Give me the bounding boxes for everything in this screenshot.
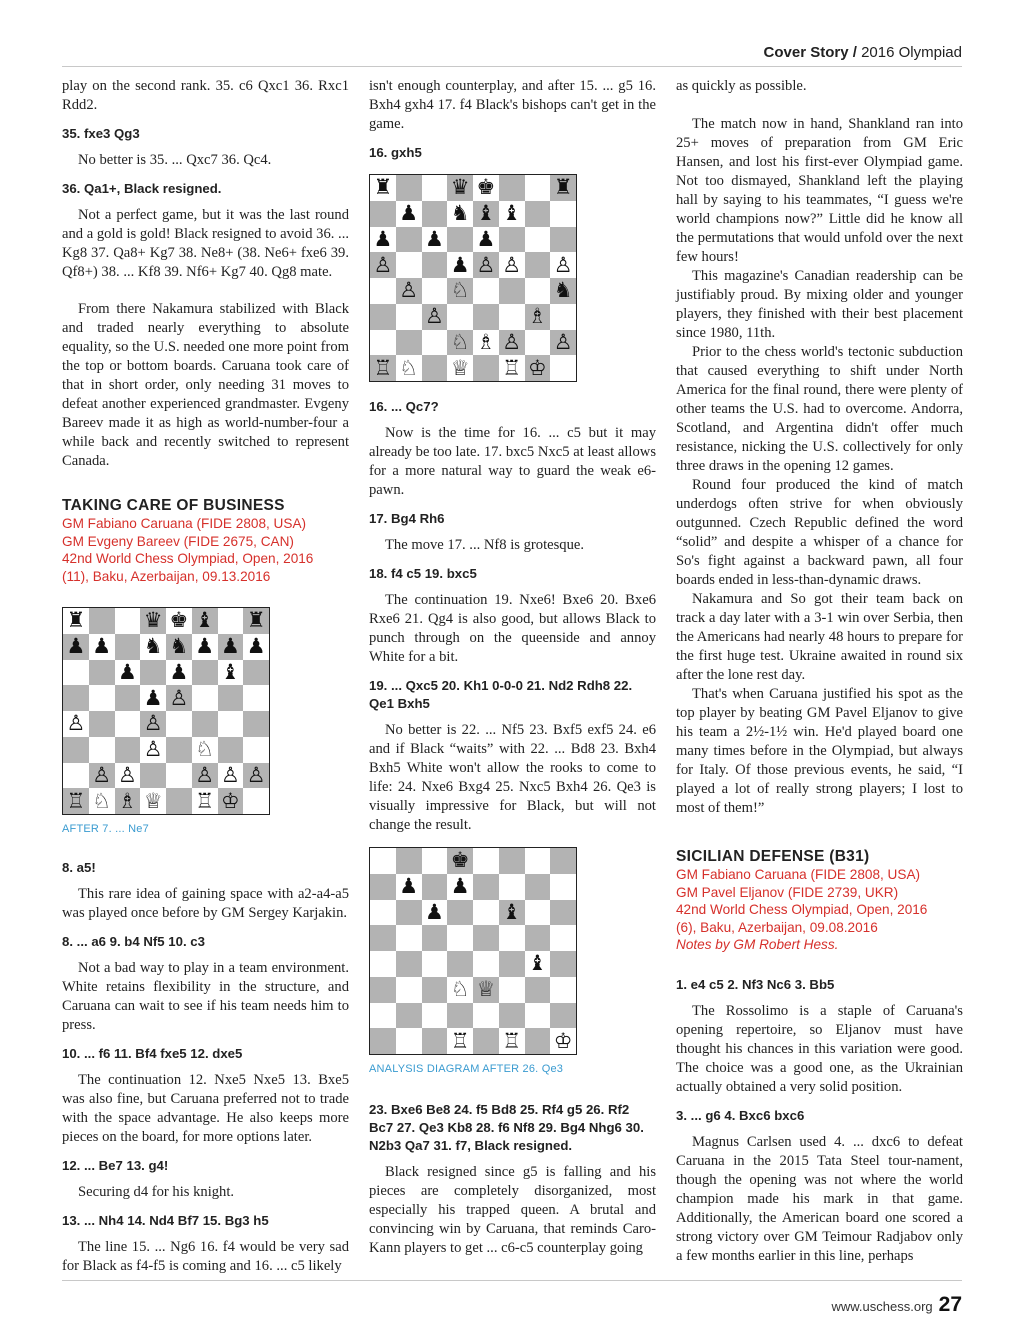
board-square — [447, 900, 473, 926]
paragraph: isn't enough counterplay, and after 15. ... g5 16. Bxh4 gxh4 17. f4 Black's bishops can't get in the game. — [369, 78, 656, 132]
board-square — [525, 925, 551, 951]
board-square — [473, 1028, 499, 1054]
chess-piece: ♞ — [166, 634, 192, 660]
board-square — [499, 977, 525, 1003]
board-square — [166, 711, 192, 737]
board-square — [473, 951, 499, 977]
move-line: 3. ... g6 4. Bxc6 bxc6 — [676, 1107, 805, 1123]
header-issue: 2016 Olympiad — [861, 44, 962, 61]
chess-piece: ♟ — [140, 685, 166, 711]
paragraph: Prior to the chess world's tectonic subduction that caused everything to shift under North America for the final round, there were plenty of other teams the U.S. had to overcome. Andorra, Scotland, and Argentina didn't offer much resistance, nicking the U.S. collectively for only three draws in the opening 12 games. — [676, 344, 963, 474]
board-square — [89, 685, 115, 711]
chess-diagram — [62, 607, 270, 815]
chess-piece: ♟ — [115, 660, 141, 686]
chess-piece: ♝ — [499, 201, 525, 227]
board-square — [422, 874, 448, 900]
board-square — [525, 330, 551, 356]
board-square — [140, 660, 166, 686]
paragraph: This magazine's Canadian readership can be justifiably proud. By mixing older and younger players, they finished with their best placement since 1980, 11th. — [676, 268, 963, 341]
board-square — [550, 874, 576, 900]
board-square — [63, 685, 89, 711]
board-square — [525, 278, 551, 304]
chess-piece: ♖ — [499, 355, 525, 381]
board-square — [473, 874, 499, 900]
paragraph: From there Nakamura stabilized with Black and traded nearly everything to absolute equality, so the U.S. needed one more point from the top or bottom boards. Caruana took care of that in short order, only needing 31 moves to defeat another experienced grandmaster. Evgeny Bareev made it as high as world-number-four a while back and recently switched to represent Canada. — [62, 301, 349, 469]
board-square — [422, 925, 448, 951]
move-line: 23. Bxe6 Be8 24. f5 Bd8 25. Rf4 g5 26. Rf2 Bc7 27. Qe3 Kb8 28. f6 Nf8 29. Bg4 Nhg6 30. N2b3 Qa7 31. f7, Black resigned. — [369, 1102, 644, 1153]
paragraph: Securing d4 for his knight. — [78, 1184, 235, 1200]
chess-piece: ♖ — [63, 788, 89, 814]
board-square — [370, 1003, 396, 1029]
board-square — [499, 874, 525, 900]
paragraph: Now is the time for 16. ... c5 but it may already be too late. 17. bxc5 Nxc5 at least allows for a more natural way to guard the weak e6-pawn. — [369, 425, 656, 498]
chess-piece: ♙ — [499, 330, 525, 356]
chess-piece: ♘ — [447, 330, 473, 356]
board-square — [218, 685, 244, 711]
diagram-caption: AFTER 7. ... Ne7 — [62, 823, 149, 835]
chess-piece: ♙ — [550, 252, 576, 278]
board-square — [525, 175, 551, 201]
board-square — [447, 925, 473, 951]
chess-piece: ♖ — [499, 1028, 525, 1054]
paragraph: The match now in hand, Shankland ran into 25+ moves of preparation from GM Eric Hansen, and lost his first-ever Olympiad game. Not too dismayed, Shankland left the playing hall by saying to his teammates, “I guess we're world champions now?” Little did he know all the permutations that would unfold over the next few hours! — [676, 116, 963, 265]
board-square — [396, 925, 422, 951]
board-square — [396, 1003, 422, 1029]
round-info: (11), Baku, Azerbaijan, 09.13.2016 — [62, 568, 271, 584]
board-square — [499, 951, 525, 977]
board-square — [525, 252, 551, 278]
game-heading: TAKING CARE OF BUSINESS — [62, 497, 285, 514]
footer-rule — [62, 1280, 962, 1281]
black-player: GM Evgeny Bareev (FIDE 2675, CAN) — [62, 533, 294, 549]
board-square — [115, 737, 141, 763]
chess-piece: ♗ — [473, 330, 499, 356]
white-player: GM Fabiano Caruana (FIDE 2808, USA) — [62, 516, 307, 531]
board-square — [499, 925, 525, 951]
chess-piece: ♟ — [422, 900, 448, 926]
move-line: 17. Bg4 Rh6 — [369, 511, 445, 526]
chess-piece: ♙ — [499, 252, 525, 278]
paragraph: Not a perfect game, but it was the last round and a gold is gold! Black resigned to avoid 36. ... Kg8 37. Qa8+ Kg7 38. Ne8+ (38. Ne6+ fxe6 39. Qf8+) 38. ... Kf8 39. Nf6+ Kg7 40. Qg8 mate. — [62, 207, 349, 280]
chess-piece: ♚ — [473, 175, 499, 201]
board-square — [115, 608, 141, 634]
chess-piece: ♝ — [192, 608, 218, 634]
chess-piece: ♙ — [192, 763, 218, 789]
board-square — [499, 227, 525, 253]
chess-piece: ♟ — [422, 227, 448, 253]
board-square — [192, 660, 218, 686]
chess-piece: ♞ — [447, 201, 473, 227]
chess-piece: ♙ — [550, 330, 576, 356]
chess-piece: ♟ — [243, 634, 269, 660]
board-square — [550, 900, 576, 926]
chess-piece: ♕ — [140, 788, 166, 814]
board-square — [525, 1003, 551, 1029]
board-square — [370, 304, 396, 330]
chess-piece: ♜ — [550, 175, 576, 201]
chess-piece: ♜ — [63, 608, 89, 634]
chess-piece: ♕ — [447, 355, 473, 381]
board-square — [218, 737, 244, 763]
column-2 — [369, 77, 656, 1258]
board-square — [422, 252, 448, 278]
move-line: 16. ... Qc7? — [369, 399, 439, 414]
board-square — [422, 1028, 448, 1054]
chess-piece: ♟ — [370, 227, 396, 253]
chess-piece: ♘ — [396, 355, 422, 381]
round-info: (6), Baku, Azerbaijan, 09.08.2016 — [676, 919, 878, 935]
chess-piece: ♝ — [525, 951, 551, 977]
chess-piece: ♙ — [140, 737, 166, 763]
paragraph: That's when Caruana justified his spot as the top player by beating GM Pavel Eljanov to give his team a 2½-1½ win. He'd played board one many times before in the Olympiad, but always for Italy. Of those previous events, he said, “I played a lot of really strong players; I lost to most of them!” — [676, 686, 963, 816]
board-square — [550, 355, 576, 381]
chess-piece: ♝ — [218, 660, 244, 686]
move-line: 16. gxh5 — [369, 145, 422, 160]
white-player: GM Fabiano Caruana (FIDE 2808, USA) — [676, 867, 921, 882]
paragraph: The move 17. ... Nf8 is grotesque. — [385, 537, 585, 553]
chess-piece: ♙ — [370, 252, 396, 278]
event-name: 42nd World Chess Olympiad, Open, 2016 — [676, 902, 928, 917]
chess-diagram — [369, 174, 577, 382]
board-square — [473, 278, 499, 304]
board-square — [370, 330, 396, 356]
board-square — [396, 227, 422, 253]
board-square — [166, 737, 192, 763]
chess-piece: ♛ — [140, 608, 166, 634]
chess-piece: ♙ — [89, 763, 115, 789]
board-square — [422, 1003, 448, 1029]
paragraph: The Rossolimo is a staple of Caruana's opening repertoire, so Eljanov must have thought his chances in this variation were good. The choice was a good one, as the Ukrainian actually obtained a very solid position. — [676, 1002, 963, 1095]
board-square — [192, 685, 218, 711]
board-square — [243, 685, 269, 711]
chess-piece: ♗ — [525, 304, 551, 330]
board-square — [243, 711, 269, 737]
running-header — [764, 44, 962, 61]
board-square — [218, 608, 244, 634]
board-square — [89, 737, 115, 763]
board-square — [396, 951, 422, 977]
chess-piece: ♚ — [447, 848, 473, 874]
chess-piece: ♗ — [115, 788, 141, 814]
board-square — [499, 1003, 525, 1029]
paragraph: Round four produced the kind of match underdogs often strive for when obviously outgunned. Czech Republic defined the word “solid” and despite a whisper of a chance for So's fight against a backward pawn, all four boards ended in less-than-dynamic draws. — [676, 477, 963, 588]
chess-piece: ♘ — [447, 278, 473, 304]
chess-piece: ♙ — [396, 278, 422, 304]
chess-piece: ♟ — [473, 227, 499, 253]
move-line: 35. fxe3 Qg3 — [62, 126, 140, 141]
move-line: 36. Qa1+, Black resigned. — [62, 181, 222, 196]
chess-piece: ♟ — [447, 874, 473, 900]
board-square — [473, 304, 499, 330]
board-square — [550, 925, 576, 951]
board-square — [525, 874, 551, 900]
move-line: 10. ... f6 11. Bf4 fxe5 12. dxe5 — [62, 1046, 243, 1061]
board-square — [396, 848, 422, 874]
board-square — [550, 977, 576, 1003]
chess-piece: ♝ — [473, 201, 499, 227]
paragraph: No better is 35. ... Qxc7 36. Qc4. — [78, 152, 272, 168]
board-square — [218, 711, 244, 737]
chess-piece: ♙ — [115, 763, 141, 789]
paragraph: The continuation 12. Nxe5 Nxe5 13. Bxe5 was also fine, but Caruana preferred not to trade with the space advantage. He also keeps more pieces on the board, for more options later. — [62, 1072, 349, 1145]
board-square — [473, 355, 499, 381]
chess-piece: ♟ — [396, 874, 422, 900]
board-square — [115, 711, 141, 737]
board-square — [422, 977, 448, 1003]
board-square — [370, 201, 396, 227]
paragraph: No better is 22. ... Nf5 23. Bxf5 exf5 24. e6 and if Black “waits” with 22. ... Bd8 23. Bxh4 Bxh5 White won't allow the rooks to come to life: 24. Nxe6 Bxg4 25. Nxc5 Bxh4 26. Qe3 is visually impressive for Black, but will not change the result. — [369, 722, 656, 833]
board-square — [525, 900, 551, 926]
chess-piece: ♜ — [243, 608, 269, 634]
move-line: 8. a5! — [62, 860, 96, 875]
chess-piece: ♙ — [218, 763, 244, 789]
board-square — [525, 1028, 551, 1054]
board-square — [499, 304, 525, 330]
column-1 — [62, 77, 349, 1276]
chess-piece: ♖ — [370, 355, 396, 381]
chess-piece: ♚ — [166, 608, 192, 634]
chess-piece: ♙ — [422, 304, 448, 330]
board-square — [473, 1003, 499, 1029]
header-rule — [62, 66, 962, 67]
chess-piece: ♟ — [447, 252, 473, 278]
board-square — [243, 660, 269, 686]
board-square — [166, 788, 192, 814]
chess-piece: ♝ — [499, 900, 525, 926]
footer-url: www.uschess.org — [831, 1299, 933, 1314]
board-square — [422, 355, 448, 381]
chess-piece: ♟ — [218, 634, 244, 660]
board-square — [447, 304, 473, 330]
board-square — [243, 788, 269, 814]
board-square — [166, 763, 192, 789]
paragraph: Magnus Carlsen used 4. ... dxc6 to defeat Caruana in the 2015 Tata Steel tour-nament, though the opening was not where the world champion made his mark in that game. Additionally, the American board one scored a strong victory over GM Teimour Radjabov only a few months earlier in this line, perhaps — [676, 1133, 963, 1264]
move-line: 13. ... Nh4 14. Nd4 Bf7 15. Bg3 h5 — [62, 1213, 269, 1228]
board-square — [89, 608, 115, 634]
chess-piece: ♖ — [447, 1028, 473, 1054]
board-square — [192, 711, 218, 737]
chess-piece: ♘ — [89, 788, 115, 814]
board-square — [422, 201, 448, 227]
chess-piece: ♜ — [370, 175, 396, 201]
chess-piece: ♙ — [140, 711, 166, 737]
chess-piece: ♟ — [192, 634, 218, 660]
paragraph: as quickly as possible. — [676, 78, 807, 94]
board-square — [499, 175, 525, 201]
header-section: Cover Story / — [763, 44, 857, 61]
chess-piece: ♞ — [140, 634, 166, 660]
chess-piece: ♖ — [192, 788, 218, 814]
board-square — [370, 925, 396, 951]
board-square — [396, 900, 422, 926]
annotator-text: Notes by GM Robert Hess. — [676, 937, 839, 952]
board-square — [396, 1028, 422, 1054]
board-square — [89, 660, 115, 686]
board-square — [63, 737, 89, 763]
chess-piece: ♙ — [473, 252, 499, 278]
move-line: 8. ... a6 9. b4 Nf5 10. c3 — [62, 934, 205, 949]
paragraph: Nakamura and So got their team back on track a day later with a 3-1 win over Serbia, then the Americans had nearly 48 hours to prepare for the first huge test. Ukraine awaited in round six after the lone rest day. — [676, 591, 963, 683]
chess-piece: ♙ — [166, 685, 192, 711]
event-name: 42nd World Chess Olympiad, Open, 2016 — [62, 551, 314, 566]
board-square — [140, 763, 166, 789]
board-square — [422, 951, 448, 977]
board-square — [473, 900, 499, 926]
move-line: 1. e4 c5 2. Nf3 Nc6 3. Bb5 — [676, 976, 835, 992]
board-square — [525, 227, 551, 253]
board-square — [422, 848, 448, 874]
board-square — [396, 304, 422, 330]
board-square — [370, 278, 396, 304]
board-square — [525, 201, 551, 227]
chess-piece: ♞ — [550, 278, 576, 304]
paragraph: Not a bad way to play in a team environment. White retains flexibility in the structure, and Caruana can wait to see if his team needs him to press. — [62, 960, 349, 1033]
board-square — [370, 900, 396, 926]
board-square — [115, 634, 141, 660]
board-square — [447, 227, 473, 253]
board-square — [499, 848, 525, 874]
chess-piece: ♛ — [447, 175, 473, 201]
board-square — [396, 175, 422, 201]
board-square — [550, 201, 576, 227]
board-square — [396, 252, 422, 278]
board-square — [473, 925, 499, 951]
board-square — [550, 848, 576, 874]
footer — [831, 1293, 962, 1317]
paragraph: The line 15. ... Ng6 16. f4 would be very sad for Black as f4-f5 is coming and 16. ... c5 likely — [62, 1239, 349, 1274]
chess-piece: ♟ — [396, 201, 422, 227]
chess-diagram — [369, 847, 577, 1055]
page-number: 27 — [938, 1293, 962, 1316]
diagram-caption: ANALYSIS DIAGRAM AFTER 26. Qe3 — [369, 1063, 564, 1075]
chess-piece: ♔ — [218, 788, 244, 814]
paragraph: The continuation 19. Nxe6! Bxe6 20. Bxe6 Rxe6 21. Qg4 is also good, but allows Black to punch through on the queenside and annoy White for a bit. — [369, 592, 656, 665]
board-square — [525, 977, 551, 1003]
board-square — [115, 685, 141, 711]
board-square — [63, 763, 89, 789]
move-line: 12. ... Be7 13. g4! — [62, 1158, 169, 1173]
chess-piece: ♙ — [63, 711, 89, 737]
black-player: GM Pavel Eljanov (FIDE 2739, UKR) — [676, 884, 899, 900]
board-square — [550, 304, 576, 330]
chess-piece: ♔ — [550, 1028, 576, 1054]
paragraph: Black resigned since g5 is falling and his pieces are completely disorganized, most especially his trapped queen. A brutal and convincing win by Caruana, that reminds Caro-Kann players to get ... c6-c5 counterplay going — [369, 1164, 656, 1256]
chess-piece: ♕ — [473, 977, 499, 1003]
annotator-note — [676, 936, 963, 954]
board-square — [550, 951, 576, 977]
chess-piece: ♟ — [63, 634, 89, 660]
paragraph: This rare idea of gaining space with a2-a4-a5 was played once before by GM Sergey Karjakin. — [62, 886, 349, 921]
board-square — [550, 227, 576, 253]
board-square — [396, 330, 422, 356]
move-line: 19. ... Qxc5 20. Kh1 0-0-0 21. Nd2 Rdh8 22. Qe1 Bxh5 — [369, 678, 633, 711]
chess-piece: ♟ — [89, 634, 115, 660]
chess-piece: ♘ — [447, 977, 473, 1003]
chess-piece: ♘ — [192, 737, 218, 763]
chess-piece: ♔ — [525, 355, 551, 381]
board-square — [63, 660, 89, 686]
board-square — [422, 278, 448, 304]
move-line: 18. f4 c5 19. bxc5 — [369, 566, 477, 581]
board-square — [447, 1003, 473, 1029]
paragraph: play on the second rank. 35. c6 Qxc1 36. Rxc1 Rdd2. — [62, 78, 349, 113]
board-square — [499, 278, 525, 304]
board-square — [422, 175, 448, 201]
board-square — [370, 977, 396, 1003]
board-square — [550, 1003, 576, 1029]
board-square — [525, 848, 551, 874]
board-square — [243, 737, 269, 763]
board-square — [396, 977, 422, 1003]
board-square — [89, 711, 115, 737]
chess-piece: ♟ — [166, 660, 192, 686]
board-square — [370, 874, 396, 900]
board-square — [447, 951, 473, 977]
column-3 — [676, 77, 963, 1266]
board-square — [473, 848, 499, 874]
board-square — [370, 848, 396, 874]
board-square — [370, 1028, 396, 1054]
game-heading: SICILIAN DEFENSE (B31) — [676, 848, 870, 865]
board-square — [422, 330, 448, 356]
board-square — [370, 951, 396, 977]
chess-piece: ♙ — [243, 763, 269, 789]
